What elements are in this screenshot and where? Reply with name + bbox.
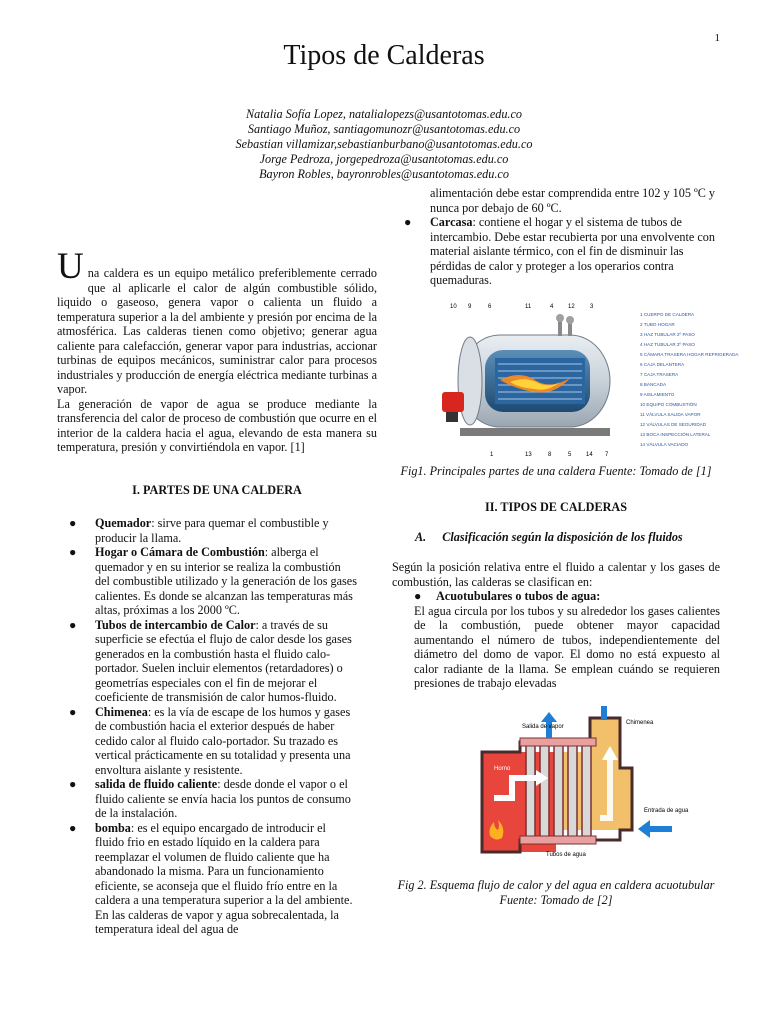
list-item-continuation: alimentación debe estar comprendida entre 102 y 105 ºC y nunca por debajo de 60 ºC. (430, 186, 716, 215)
list-item: ● salida de fluido caliente: desde donde el vapor o el fluido caliente se envía hacia los puntos de consumo de la instalación. (69, 777, 351, 820)
subsection-letter: A. (415, 530, 427, 544)
author-line: Jorge Pedroza, jorgepedroza@usantotomas.edu.co (259, 152, 509, 166)
boiler-illustration (440, 300, 762, 458)
types-intro: Según la posición relativa entre el fluido a calentar y los gases de combustión, las calderas se clasifican en: (392, 560, 720, 589)
figure-2-diagram (460, 708, 689, 868)
parts-list (57, 516, 357, 937)
types-section (392, 560, 720, 691)
legend-item: 5 CÁMARA TRASERA HOGAR REFRIGERADA (640, 352, 739, 357)
subsection-title: Clasificación según la disposición de los fluidos (442, 530, 683, 544)
author-line: Santiago Muñoz, santiagomunozr@usantotomas.edu.co (247, 122, 521, 136)
bullet-term: Acuotubulares o tubos de agua: (436, 589, 601, 603)
callout-number: 11 (525, 304, 532, 310)
callout-number: 12 (568, 304, 575, 310)
author-line: Bayron Robles, bayronrobles@usantotomas.edu.co (259, 167, 509, 181)
author-list (0, 107, 768, 182)
section-heading-tipos: II. TIPOS DE CALDERAS (484, 500, 627, 514)
carcasa-list (392, 186, 720, 288)
legend-item: 1 CUERPO DE CALDERA (640, 312, 695, 317)
legend-item: 8 BANCADA (640, 382, 667, 387)
right-top-section (392, 186, 720, 288)
legend-item: 3 HAZ TUBULAR 2º PASO (640, 332, 695, 337)
list-item: ● Quemador: sirve para quemar el combustible y producir la llama. (69, 516, 329, 545)
bullet-text: El agua circula por los tubos y su alrededor los gases calientes de la combustión, puede obtener mayor capacidad aumentando el número de tubos, independientemente del diámetro del domo de vapor. El domo no está expuesto al calor radiante de la llama. Se emplean cuándo se requieren presiones de trabajo elevadas (414, 603, 720, 690)
label-tubos: Tubos de agua (546, 852, 586, 858)
drop-cap: U (57, 246, 84, 287)
parts-list-section (57, 516, 357, 937)
callout-number: 10 (450, 304, 457, 310)
legend-item: 10 EQUIPO COMBUSTIÓN (640, 402, 697, 407)
author-line: Natalia Sofía Lopez, natalialopezs@usantotomas.edu.co (246, 107, 522, 121)
intro-section (57, 246, 377, 455)
list-item: ● bomba: es el equipo encargado de introducir el fluido frio en estado líquido en la caldera para reemplazar el volumen de fluido caliente que ha abandonado la misma. Para un funcionamiento eficiente, se aconseja que el fluido frío entre en la caldera a una temperatura superior a la del ambiente. En las calderas de vapor y agua sobrecalentada, la temperatura ideal del agua de (69, 820, 353, 936)
paper-title: Tipos de Calderas (283, 40, 485, 71)
list-item: ● Carcasa: contiene el hogar y el sistema de tubos de intercambio. Debe estar recubierta por una envolvente con material aislante térmico, con el fin de disminuir las pérdidas de calor y proteger a los operarios contra quemaduras. (404, 215, 715, 287)
legend-item: 9 AISLAMIENTO (640, 392, 675, 397)
legend-item: 4 HAZ TUBULAR 3º PASO (640, 342, 695, 347)
watertube-diagram (460, 708, 689, 868)
legend-item: 2 TUBO HOGAR (640, 322, 675, 327)
callout-number: 6 (488, 304, 492, 310)
figure-2-caption: Fig 2. Esquema flujo de calor y del agua en caldera acuotubular Fuente: Tomado de [2] (397, 878, 715, 907)
author-line: Sebastian villamizar,sebastianburbano@usantotomas.edu.co (235, 137, 533, 151)
callout-number: 3 (590, 304, 594, 310)
legend-item: 7 CAJA TRASERA (640, 372, 679, 377)
legend-item: 6 CAJA DELANTERA (640, 362, 685, 367)
legend-item: 11 VÁLVULA SALIDA VAPOR (640, 412, 701, 417)
intro-paragraph-2: La generación de vapor de agua se produce mediante la transferencia del calor de proceso de combustión que ocurre en el interior de la caldera hacia el agua, elevando de esta manera su temperatura, presión y convirtiéndola en vapor. [1] (57, 396, 377, 454)
label-entrada: Entrada de agua (644, 808, 689, 814)
list-item: ● Acuotubulares o tubos de agua: (414, 589, 601, 603)
figure-legend (640, 312, 739, 447)
section-heading-partes: I. PARTES DE UNA CALDERA (132, 483, 302, 497)
callout-number: 4 (550, 304, 554, 310)
intro-paragraph: Una caldera es un equipo metálico preferiblemente cerrado que al aplicarle el calor de algún combustible sólido, liquido o gaseoso, genera vapor o calienta un fluido a temperatura superior a la del ambiente y presión por encima de la atmosférica. Las calderas tienen como objetivo; generar agua caliente para calefacción, generar vapor para industrias, accionar turbinas de equipos mecánicos, suministrar calor para procesos industriales y producción de energía eléctrica mediante turbinas a vapor. (57, 246, 377, 396)
label-horno: Horno (494, 766, 511, 772)
callout-number: 5 (568, 452, 572, 458)
callout-number: 9 (468, 304, 472, 310)
label-chimenea: Chimenea (626, 720, 654, 726)
list-item: ● Tubos de intercambio de Calor: a través de su superficie se efectúa el flujo de calor desde los gases generados en la combustión hasta el fluido calo-portador. Suelen incluir elementos (retardadores) o geometrías especiales con el fin de mejorar el coeficiente de transmisión de calor humos-fluido. (69, 617, 352, 704)
figure-1-caption: Fig1. Principales partes de una caldera Fuente: Tomado de [1] (400, 464, 712, 478)
legend-item: 13 BOCA INSPECCIÓN LATERAL (640, 432, 711, 437)
figure-1-boiler (440, 300, 762, 458)
page-number: 1 (714, 32, 720, 44)
subsection-heading (415, 530, 720, 545)
callout-number: 8 (548, 452, 552, 458)
callout-number: 7 (605, 452, 609, 458)
legend-item: 14 VÁLVULA VACIADO (640, 442, 689, 447)
bottom-callout-numbers (490, 452, 609, 458)
legend-item: 12 VÁLVULAS DE SEGURIDAD (640, 422, 707, 427)
label-salida: Salida de vapor (522, 724, 564, 730)
callout-number: 14 (586, 452, 593, 458)
top-callout-numbers (450, 304, 594, 310)
list-item: ● Chimenea: es la vía de escape de los humos y gases de combustión hacia el exterior después de haber cedido calor al fluido calo-portador. Su trazado es vertical prácticamente en su totalidad y presenta una envoltura aislante y resistente. (69, 704, 351, 777)
list-item: ● Hogar o Cámara de Combustión: alberga el quemador y en su interior se realiza la combustión del combustible utilizado y la generación de los gases calientes. Es donde se alcanzan las temperaturas más altas, próximas a los 2000 ºC. (69, 545, 357, 617)
callout-number: 1 (490, 452, 494, 458)
callout-number: 13 (525, 452, 532, 458)
